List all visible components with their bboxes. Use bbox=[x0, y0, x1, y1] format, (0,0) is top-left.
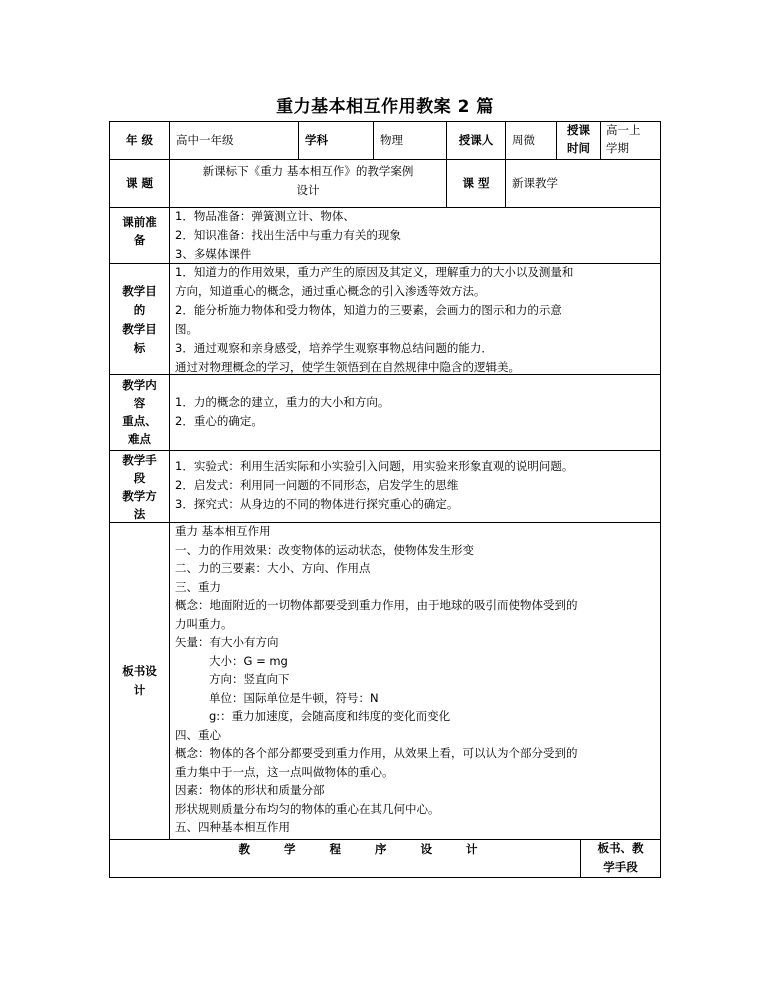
methods-line: 2．启发式：利用同一问题的不同形态，启发学生的思维 bbox=[175, 478, 459, 492]
prep-line: 2．知识准备：找出生活中与重力有关的现象 bbox=[175, 228, 401, 242]
board-line: 一、力的作用效果：改变物体的运动状态，使物体发生形变 bbox=[175, 542, 474, 557]
board-line: 单位：国际单位是牛顿，符号：N bbox=[209, 690, 379, 705]
methods-label: 教学手 段 教学方 法 bbox=[122, 453, 157, 521]
methods-line: 1．实验式：利用生活实际和小实验引入问题，用实验来形象直观的说明问题。 bbox=[175, 459, 574, 473]
board-line: 因素：物体的形状和质量分部 bbox=[175, 783, 325, 797]
board-line: 二、力的三要素：大小、方向、作用点 bbox=[175, 561, 371, 575]
methods-content bbox=[175, 457, 657, 514]
grade-label: 年 级 bbox=[125, 133, 153, 147]
subject-label: 学科 bbox=[305, 133, 328, 147]
teacher-label: 授课人 bbox=[458, 133, 494, 147]
goals-line: 方向，知道重心的概念，通过重心概念的引入渗透等效方法。 bbox=[175, 284, 486, 298]
board-line: 重力集中于一点，这一点叫做物体的重心。 bbox=[175, 764, 394, 779]
board-line: 方向：竖直向下 bbox=[209, 672, 290, 686]
methods-line: 3．探究式：从身边的不同的物体进行探究重心的确定。 bbox=[175, 497, 459, 511]
content-content bbox=[175, 393, 655, 431]
side-label: 板书、教 学手段 bbox=[597, 841, 644, 874]
goals-line: 1．知道力的作用效果，重力产生的原因及其定义，理解重力的大小以及测量和 bbox=[175, 265, 574, 279]
type-label: 课 型 bbox=[462, 176, 490, 190]
time-value: 高一上 学期 bbox=[606, 123, 641, 155]
board-line: 大小：G = mg bbox=[209, 653, 288, 668]
prep-line: 1．物品准备：弹簧测立计、物体、 bbox=[175, 209, 355, 223]
board-label: 板书设 计 bbox=[122, 664, 157, 697]
document-title: 重力基本相互作用教案 2 篇 bbox=[276, 97, 494, 117]
board-line: 矢量：有大小有方向 bbox=[175, 635, 279, 649]
goals-content bbox=[175, 263, 657, 377]
subject-value: 物理 bbox=[380, 133, 403, 147]
goals-line: 通过对物理概念的学习，使学生领悟到在自然规律中隐含的逻辑美。 bbox=[175, 360, 520, 374]
type-value: 新课教学 bbox=[512, 176, 558, 190]
board-line: 概念：地面附近的一切物体都要受到重力作用，由于地球的吸引而使物体受到的 bbox=[175, 598, 578, 612]
prep-content bbox=[175, 207, 655, 264]
board-line: g:：重力加速度，会随高度和纬度的变化而变化 bbox=[209, 709, 451, 723]
board-line: 三、重力 bbox=[175, 579, 221, 594]
board-line: 重力 基本相互作用 bbox=[175, 524, 271, 538]
goals-label: 教学目 的 教学目 标 bbox=[122, 284, 157, 355]
topic-label: 课 题 bbox=[125, 176, 153, 190]
topic-value: 新课标下《重力 基本相互作》的教学案例 设计 bbox=[202, 164, 414, 197]
board-line: 概念：物体的各个部分都要受到重力作用，从效果上看，可以认为个部分受到的 bbox=[175, 746, 578, 760]
teacher-value: 周微 bbox=[512, 133, 535, 147]
content-line: 1．力的概念的建立，重力的大小和方向。 bbox=[175, 395, 390, 409]
board-line: 形状规则质量分布均匀的物体的重心在其几何中心。 bbox=[175, 801, 440, 816]
time-label: 授课 时间 bbox=[567, 123, 590, 155]
board-line: 力叫重力。 bbox=[175, 616, 233, 631]
goals-line: 2．能分析施力物体和受力物体，知道力的三要素，会画力的图示和力的示意 bbox=[175, 303, 562, 317]
design-label: 教学程序设计 bbox=[238, 842, 512, 856]
goals-line: 3．通过观察和亲身感受，培养学生观察事物总结问题的能力． bbox=[175, 341, 493, 355]
prep-line: 3、多媒体课件 bbox=[175, 247, 252, 261]
prep-label: 课前准 备 bbox=[122, 215, 157, 247]
board-line: 四、重心 bbox=[175, 727, 221, 742]
content-line: 2．重心的确定。 bbox=[175, 414, 263, 428]
content-label: 教学内 容 重点、 难点 bbox=[122, 378, 157, 446]
board-content bbox=[175, 522, 657, 837]
goals-line: 图。 bbox=[175, 322, 198, 336]
grade-value: 高中一年级 bbox=[176, 133, 234, 147]
board-line: 五、四种基本相互作用 bbox=[175, 820, 290, 834]
